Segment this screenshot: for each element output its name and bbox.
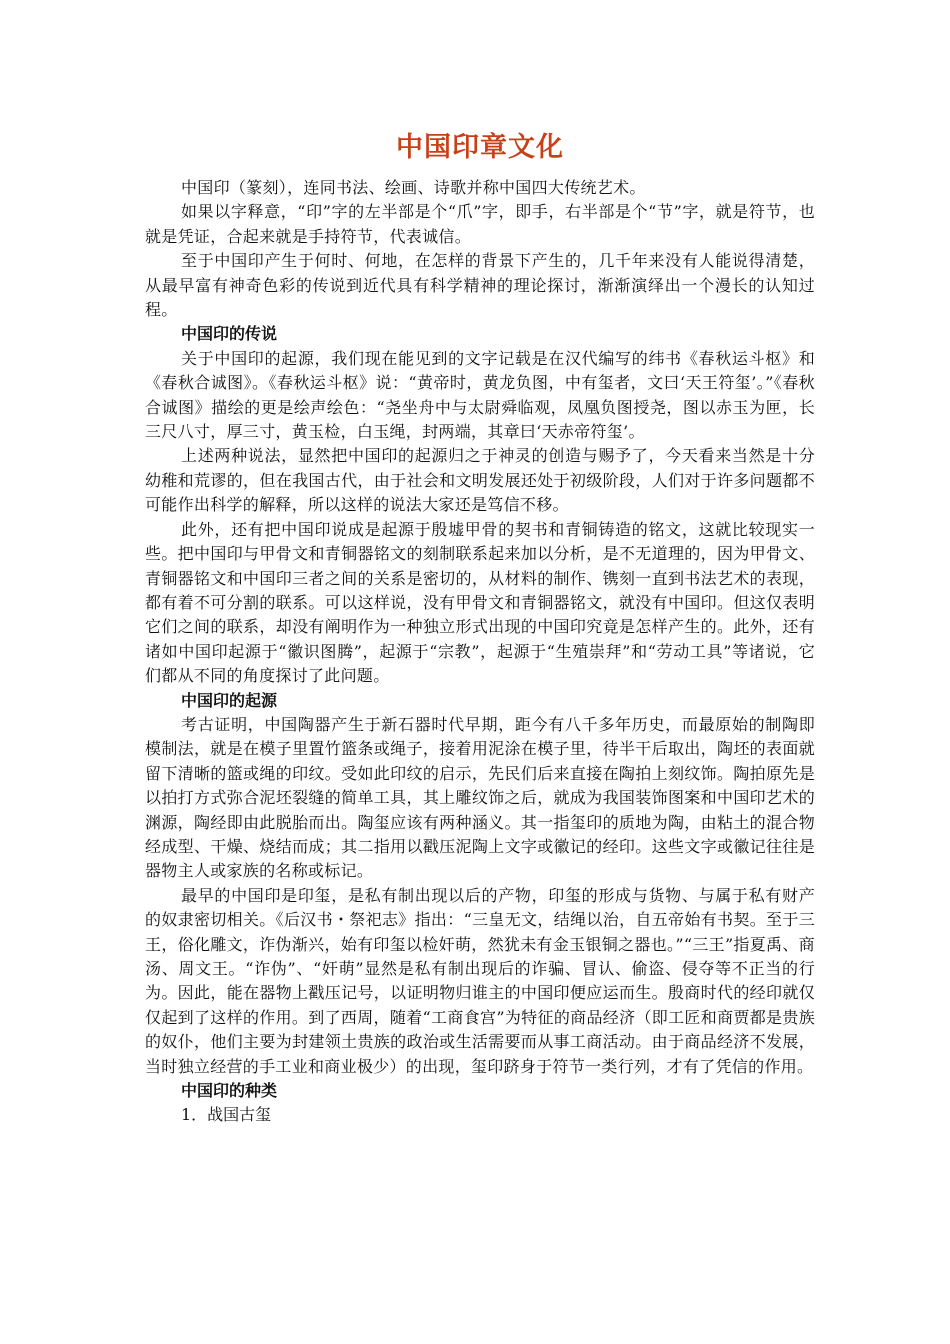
section-heading-legend: 中国印的传说 — [181, 324, 278, 344]
section-heading-origin: 中国印的起源 — [181, 690, 278, 710]
intro-paragraph: 至于中国印产生于何时、何地，在怎样的背景下产生的，几千年来没有人能说得清楚，从最早富有神奇色彩的传说到近代具有科学精神的理论探讨，渐渐演绎出一个漫长的认知过程。 — [145, 251, 815, 320]
document-page — [145, 128, 815, 1128]
body-paragraph: 上述两种说法，显然把中国印的起源归之于神灵的创造与赐予了，今天看来当然是十分幼稚和荒谬的，但在我国古代，由于社会和文明发展还处于初级阶段，人们对于许多问题都不可能作出科学的解释，所以这样的说法大家还是笃信不移。 — [145, 446, 815, 515]
document-title: 中国印章文化 — [396, 132, 564, 163]
body-paragraph: 此外，还有把中国印说成是起源于殷墟甲骨的契书和青铜铸造的铭文，这就比较现实一些。把中国印与甲骨文和青铜器铭文的刻制联系起来加以分析，是不无道理的，因为甲骨文、青铜器铭文和中国印三者之间的关系是密切的，从材料的制作、镌刻一直到书法艺术的表现，都有着不可分割的联系。可以这样说，没有甲骨文和青铜器铭文，就没有中国印。但这仅表明它们之间的联系，却没有阐明作为一种独立形式出现的中国印究竟是怎样产生的。此外，还有诸如中国印起源于“徽识图腾”，起源于“宗教”，起源于“生殖崇拜”和“劳动工具”等诸说，它们都从不同的角度探讨了此问题。 — [145, 519, 815, 686]
list-item: 1．战国古玺 — [181, 1105, 272, 1125]
body-paragraph: 关于中国印的起源，我们现在能见到的文字记载是在汉代编写的纬书《春秋运斗枢》和《春秋合诚图》。《春秋运斗枢》说：“黄帝时，黄龙负图，中有玺者，文曰‘天王符玺’。”《春秋合诚图》描绘的更是绘声绘色：“尧坐舟中与太尉舜临观，凤凰负图授尧，图以赤玉为匣，长三尺八寸，厚三寸，黄玉检，白玉绳，封两端，其章曰‘天赤帝符玺’。 — [145, 348, 815, 442]
body-paragraph: 考古证明，中国陶器产生于新石器时代早期，距今有八千多年历史，而最原始的制陶即模制法，就是在模子里置竹篮条或绳子，接着用泥涂在模子里，待半干后取出，陶坯的表面就留下清晰的篮或绳的印纹。受如此印纹的启示，先民们后来直接在陶拍上刻纹饰。陶拍原先是以拍打方式弥合泥坯裂缝的简单工具，其上雕纹饰之后，就成为我国装饰图案和中国印艺术的渊源，陶经即由此脱胎而出。陶玺应该有两种涵义。其一指玺印的质地为陶，由粘土的混合物经成型、干燥、烧结而成；其二指用以戳压泥陶上文字或徽记的经印。这些文字或徽记往往是器物主人或家族的名称或标记。 — [145, 714, 815, 881]
body-paragraph: 最早的中国印是印玺，是私有制出现以后的产物，印玺的形成与货物、与属于私有财产的奴隶密切相关。《后汉书・祭祀志》指出：“三皇无文，结绳以治，自五帝始有书契。至于三王，俗化雕文，诈伪渐兴，始有印玺以检奸萌，然犹未有金玉银铜之器也。”“三王”指夏禹、商汤、周文王。“诈伪”、“奸萌”显然是私有制出现后的诈骗、冒认、偷盗、侵夺等不正当的行为。因此，能在器物上戳压记号，以证明物归谁主的中国印便应运而生。殷商时代的经印就仅仅起到了这样的作用。到了西周，随着“工商食宫”为特征的商品经济（即工匠和商贾都是贵族的奴仆，他们主要为封建领土贵族的政治或生活需要而从事工商活动。由于商品经济不发展，当时独立经营的手工业和商业极少）的出现，玺印跻身于符节一类行列，才有了凭信的作用。 — [145, 885, 815, 1076]
intro-paragraph: 如果以字释意，“印”字的左半部是个“爪”字，即手，右半部是个“节”字，就是符节，也就是凭证，合起来就是手持符节，代表诚信。 — [145, 202, 815, 246]
intro-paragraph: 中国印（篆刻），连同书法、绘画、诗歌并称中国四大传统艺术。 — [181, 178, 646, 197]
section-heading-types: 中国印的种类 — [181, 1081, 278, 1101]
